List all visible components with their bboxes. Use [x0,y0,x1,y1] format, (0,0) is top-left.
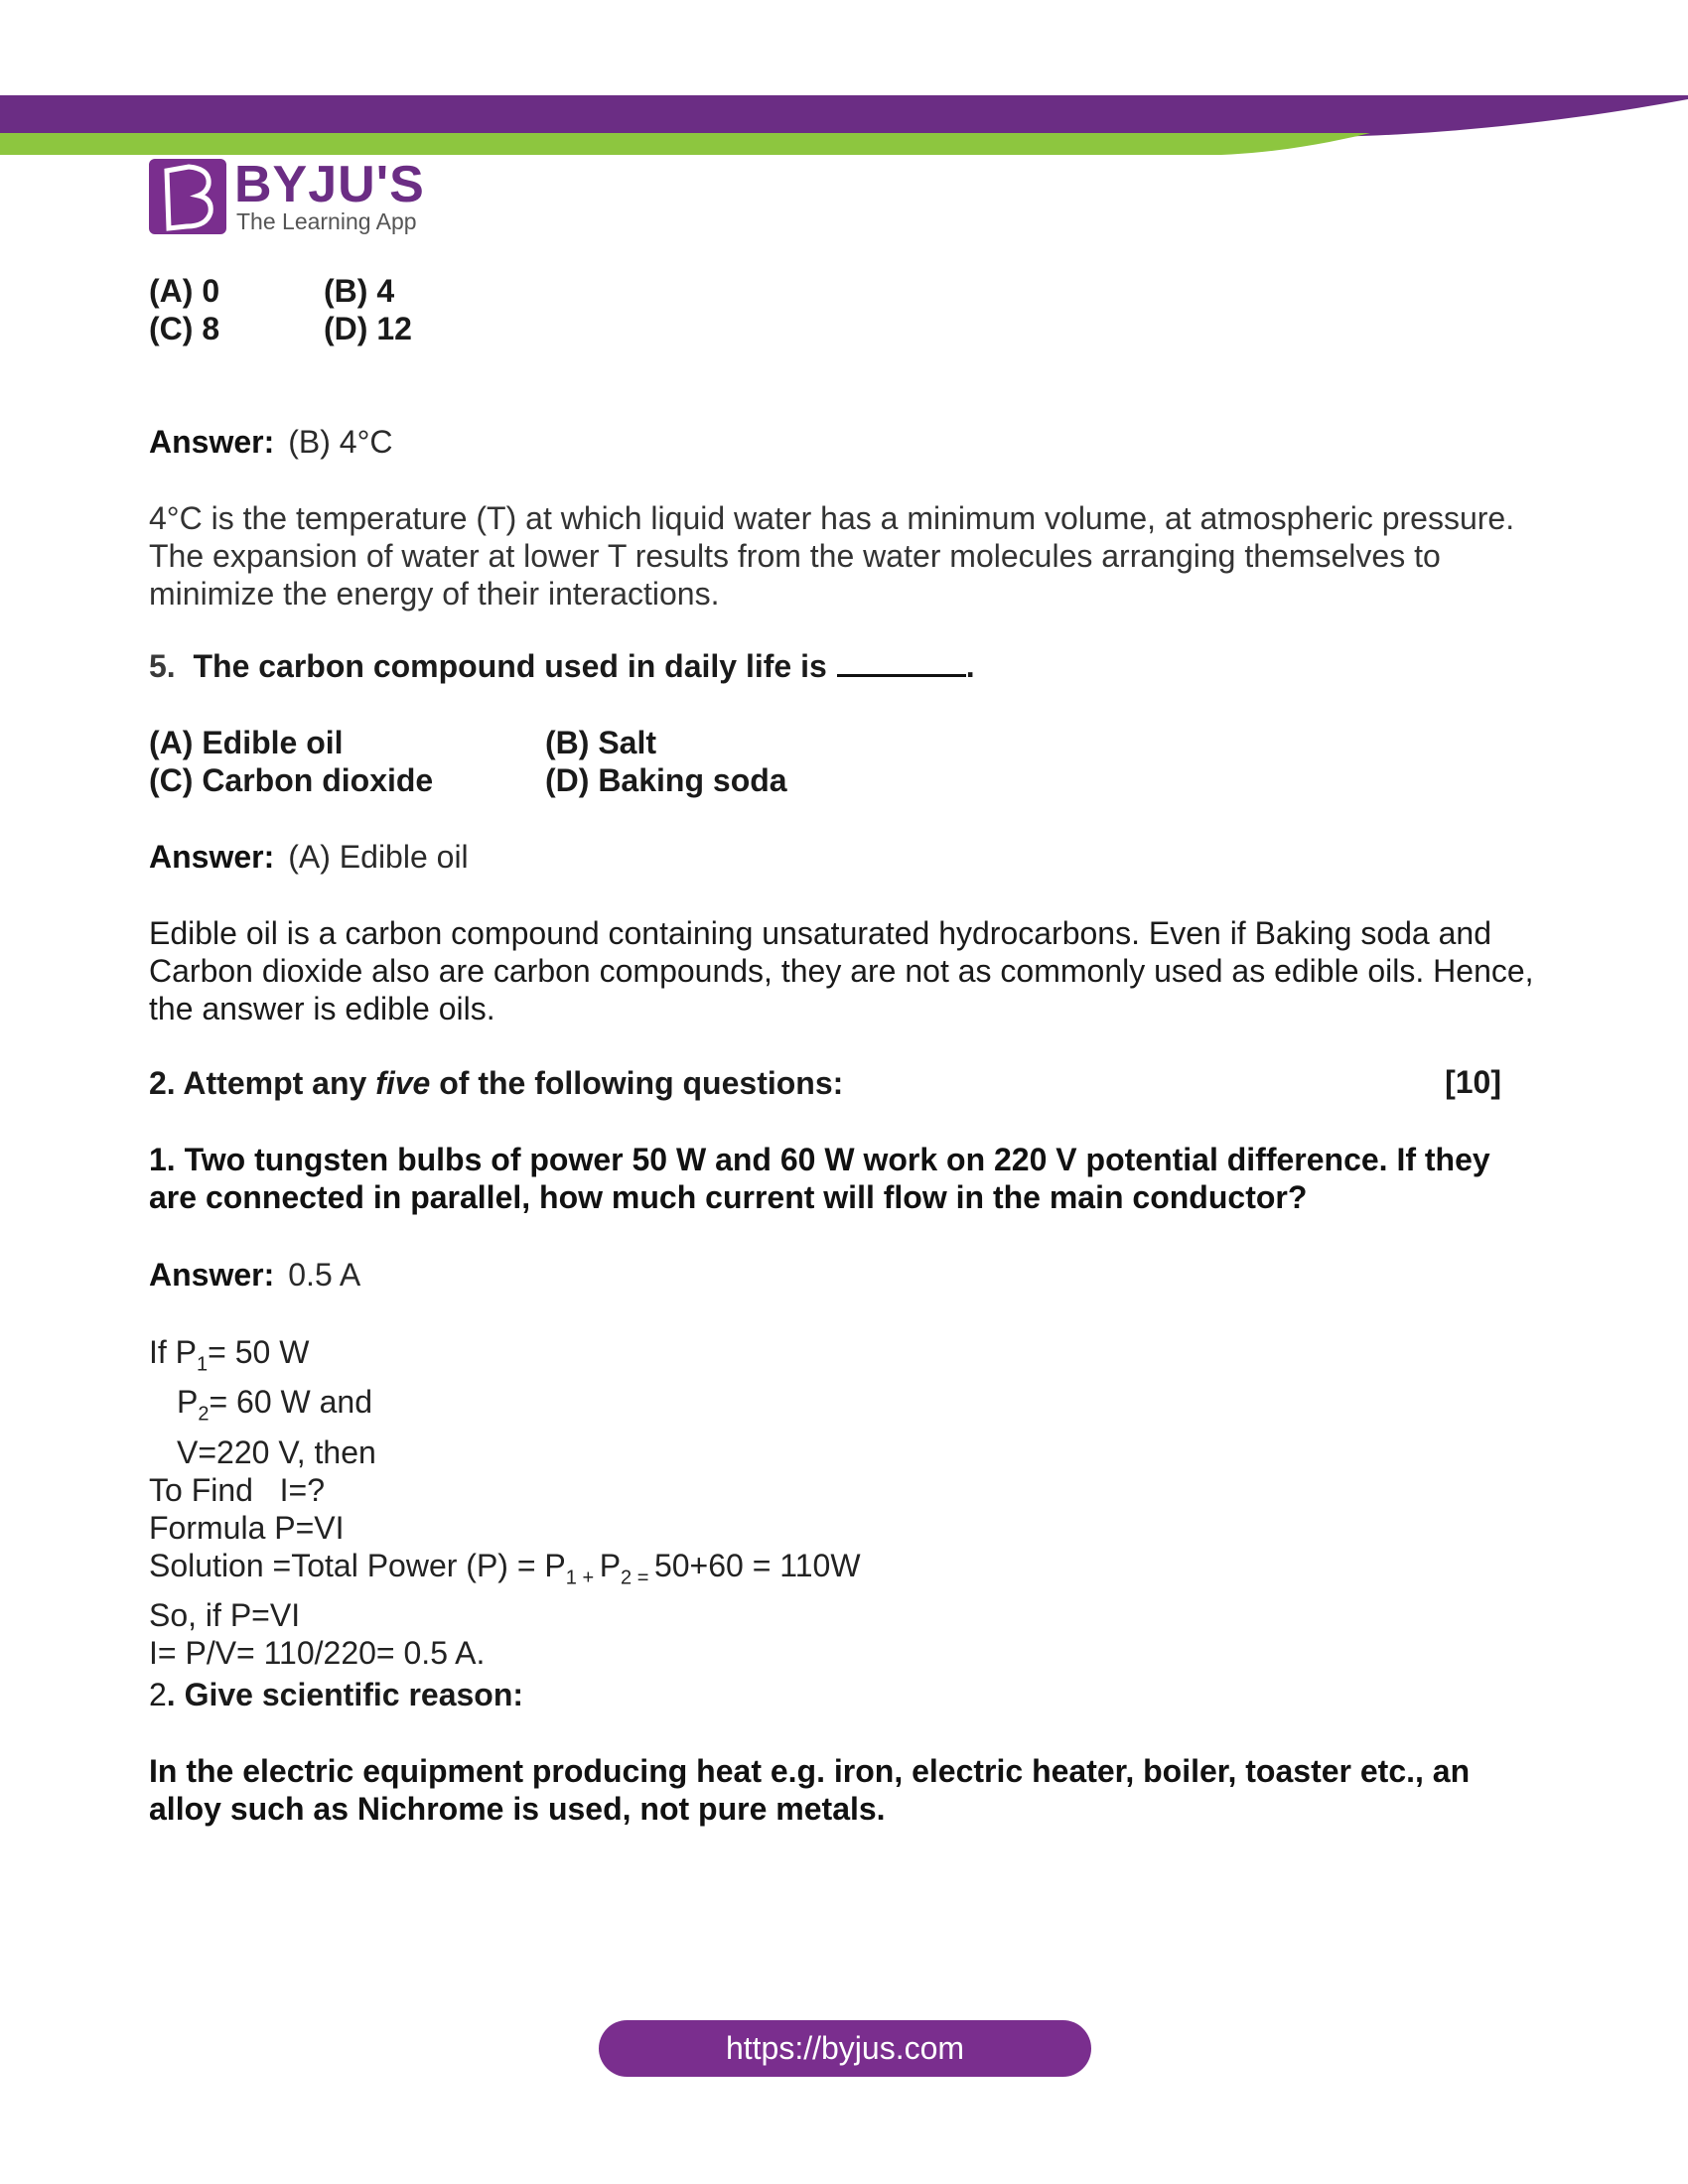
s2q1-solution [149,1333,861,1672]
answer-label: Answer: [149,424,275,460]
q5-answer [149,838,469,876]
byjus-logo [147,157,435,236]
section2-emph: five [375,1065,431,1101]
footer-url-link[interactable]: https://byjus.com [599,2020,1091,2077]
logo-wordmark: BYJU'S [234,156,425,213]
q5-option-d: (D) Baking soda [545,762,787,798]
s2q2-title: 2. Give scientific reason: [149,1677,524,1712]
q4-option-c: (C) 8 [149,311,220,346]
q5-question: 5. The carbon compound used in daily life is . [149,648,975,684]
q5-option-c: (C) Carbon dioxide [149,762,434,798]
logo-icon [149,159,226,234]
q4-option-b: (B) 4 [324,273,395,309]
solution-line-3: V=220 V, then [177,1433,376,1470]
solution-line-6: Solution =Total Power $(P) = P_{1 +}$ $P_{2 =}$ 50+60 = 110W [149,1547,861,1589]
solution-line-2: $P_2= 60$ W and [177,1384,373,1426]
solution-line-1: If $P_1= 50$ W [149,1334,310,1376]
q4-explanation: 4°C is the temperature (T) at which liquid water has a minimum volume, at atmospheric pressure. The expansion of water at lower T results from the water molecules arranging themselves to minimize the energy of their interactions. [149,500,1515,612]
answer-value: (A) Edible oil [288,839,469,875]
section2-post: of the following questions: [430,1065,844,1101]
q5-explanation: Edible oil is a carbon compound containing unsaturated hydrocarbons. Even if Baking soda and Carbon dioxide also are carbon compounds, they are not as commonly used as edible oils. Hence, the answer is edible oils. [149,915,1534,1026]
header-band [0,95,1688,161]
answer-label: Answer: [149,839,275,875]
answer-value: (B) 4°C [288,424,393,460]
solution-line-8: I= P/V= 110/220= 0.5 A. [149,1635,486,1672]
q5-number: 5. [149,648,176,684]
q5-text: The carbon compound used in daily life is [193,648,827,684]
s2q1-answer [149,1256,360,1294]
q5-blank [837,650,966,677]
s2q1-question: 1. Two tungsten bulbs of power 50 W and 60 W work on 220 V potential difference. If they are connected in parallel, how much current will flow in the main conductor? [149,1142,1490,1215]
q5-option-a: (A) Edible oil [149,725,344,760]
answer-label: Answer: [149,1257,275,1293]
s2q2-statement: In the electric equipment producing heat e.g. iron, electric heater, boiler, toaster etc., an alloy such as Nichrome is used, not pure metals. [149,1753,1471,1827]
solution-line-5: Formula P=VI [149,1509,345,1546]
q5-option-b: (B) Salt [545,725,656,760]
q4-answer [149,423,393,461]
solution-line-7: So, if P=VI [149,1597,301,1634]
solution-line-4: To Find I=? [149,1471,325,1508]
section2-marks: [10] [1445,1064,1501,1100]
section2-heading [149,1064,843,1102]
q4-option-a: (A) 0 [149,273,220,309]
logo-tagline: The Learning App [236,208,417,234]
section2-pre: 2. Attempt any [149,1065,376,1101]
q4-option-d: (D) 12 [324,311,412,346]
answer-value: 0.5 A [288,1257,361,1293]
